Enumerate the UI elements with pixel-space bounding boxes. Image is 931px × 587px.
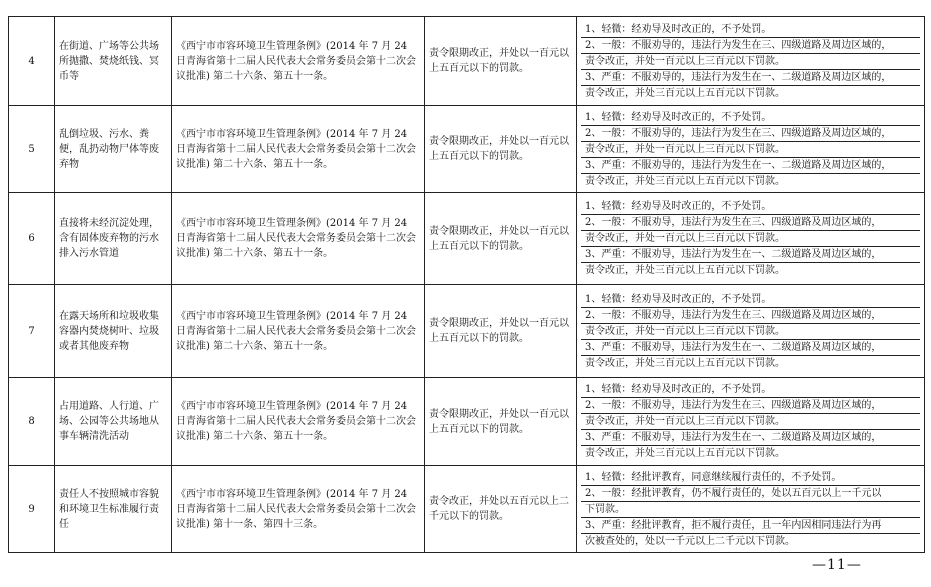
degree-line: 责令改正，并处一百元以上三百元以下罚款。 (581, 324, 920, 340)
penalty-range: 责令限期改正，并处以一百元以上五百元以下的罚款。 (425, 106, 577, 193)
degree-line: 3、严重：不服劝导，违法行为发生在一、二级道路及周边区域的， (581, 247, 920, 263)
degree-line: 1、轻微：经劝导及时改正的，不予处罚。 (581, 199, 920, 215)
penalty-range: 责令限期改正，并处以一百元以上五百元以下的罚款。 (425, 285, 577, 378)
table-row (9, 106, 925, 193)
degree-line: 2、一般：不服劝导的，违法行为发生在三、四级道路及周边区域的， (581, 126, 920, 142)
discretion-degrees (577, 466, 925, 553)
row-number: 4 (9, 17, 55, 106)
legal-basis: 《西宁市市容环境卫生管理条例》(2014 年 7 月 24 日青海省第十二届人民代表大会常务委员会第十二次会议批准) 第二十六条、第五十一条。 (172, 106, 425, 193)
table-row (9, 378, 925, 466)
violation-act: 在露天场所和垃圾收集容器内焚烧树叶、垃圾或者其他废弃物 (55, 285, 172, 378)
row-number: 8 (9, 378, 55, 466)
degree-line: 1、轻微：经批评教育，同意继续履行责任的，不予处罚。 (581, 470, 920, 486)
degree-line: 下罚款。 (581, 502, 920, 518)
discretion-degrees (577, 17, 925, 106)
degree-line: 2、一般：不服劝导，违法行为发生在三、四级道路及周边区域的， (581, 398, 920, 414)
degree-line: 责令改正，并处一百元以上三百元以下罚款。 (581, 414, 920, 430)
discretion-degrees (577, 193, 925, 285)
degree-line: 1、轻微：经劝导及时改正的，不予处罚。 (581, 22, 920, 38)
degree-line: 3、严重：不服劝导，违法行为发生在一、二级道路及周边区域的， (581, 430, 920, 446)
degree-line: 3、严重：不服劝导的，违法行为发生在一、二级道路及周边区域的， (581, 158, 920, 174)
degree-line: 2、一般：经批评教育，仍不履行责任的，处以五百元以上一千元以 (581, 486, 920, 502)
degree-line: 3、严重：不服劝导的，违法行为发生在一、二级道路及周边区域的， (581, 70, 920, 86)
row-number: 7 (9, 285, 55, 378)
degree-line: 3、严重：不服劝导，违法行为发生在一、二级道路及周边区域的， (581, 340, 920, 356)
degree-line: 次被查处的，处以一千元以上二千元以下罚款。 (585, 535, 795, 547)
row-number: 9 (9, 466, 55, 553)
degree-line: 责令改正，并处一百元以上三百元以下罚款。 (581, 54, 920, 70)
degree-line: 2、一般：不服劝导，违法行为发生在三、四级道路及周边区域的， (581, 308, 920, 324)
penalty-range: 责令限期改正，并处以一百元以上五百元以下的罚款。 (425, 193, 577, 285)
degree-line: 1、轻微：经劝导及时改正的，不予处罚。 (581, 382, 920, 398)
degree-line: 责令改正，并处三百元以上五百元以下罚款。 (585, 87, 785, 99)
degree-line: 责令改正，并处三百元以上五百元以下罚款。 (585, 357, 785, 369)
penalty-range: 责令限期改正，并处以一百元以上五百元以下的罚款。 (425, 17, 577, 106)
degree-line: 3、严重：经批评教育，拒不履行责任，且一年内因相同违法行为再 (581, 518, 920, 534)
violation-act: 乱倒垃圾、污水、粪便，乱扔动物尸体等废弃物 (55, 106, 172, 193)
table-row (9, 17, 925, 106)
table-row (9, 193, 925, 285)
degree-line: 1、轻微：经劝导及时改正的，不予处罚。 (581, 110, 920, 126)
penalty-range: 责令改正，并处以五百元以上二千元以下的罚款。 (425, 466, 577, 553)
degree-line: 责令改正，并处三百元以上五百元以下罚款。 (585, 175, 785, 187)
penalty-range: 责令限期改正，并处以一百元以上五百元以下的罚款。 (425, 378, 577, 466)
degree-line: 2、一般：不服劝导的，违法行为发生在三、四级道路及周边区域的， (581, 38, 920, 54)
violation-act: 在街道、广场等公共场所抛撒、焚烧纸钱、冥币等 (55, 17, 172, 106)
legal-basis: 《西宁市市容环境卫生管理条例》(2014 年 7 月 24 日青海省第十二届人民代表大会常务委员会第十二次会议批准) 第二十六条、第五十一条。 (172, 17, 425, 106)
violation-act: 责任人不按照城市容貌和环境卫生标准履行责任 (55, 466, 172, 553)
degree-line: 责令改正，并处一百元以上三百元以下罚款。 (581, 142, 920, 158)
page-number: —11— (812, 557, 862, 573)
row-number: 6 (9, 193, 55, 285)
discretion-degrees (577, 378, 925, 466)
violation-act: 占用道路、人行道、广场、公园等公共场地从事车辆清洗活动 (55, 378, 172, 466)
degree-line: 责令改正，并处三百元以上五百元以下罚款。 (585, 265, 785, 276)
legal-basis: 《西宁市市容环境卫生管理条例》(2014 年 7 月 24 日青海省第十二届人民代表大会常务委员会第十二次会议批准) 第二十六条、第五十一条。 (172, 193, 425, 285)
degree-line: 责令改正，并处一百元以上三百元以下罚款。 (581, 231, 920, 247)
discretion-degrees (577, 285, 925, 378)
legal-basis: 《西宁市市容环境卫生管理条例》(2014 年 7 月 24 日青海省第十二届人民代表大会常务委员会第十二次会议批准) 第二十六条、第五十一条。 (172, 285, 425, 378)
degree-line: 2、一般：不服劝导，违法行为发生在三、四级道路及周边区域的， (581, 215, 920, 231)
degree-line: 责令改正，并处三百元以上五百元以下罚款。 (585, 448, 785, 459)
penalty-standards-table (8, 16, 925, 553)
discretion-degrees (577, 106, 925, 193)
legal-basis: 《西宁市市容环境卫生管理条例》(2014 年 7 月 24 日青海省第十二届人民代表大会常务委员会第十二次会议批准) 第十一条、第四十三条。 (172, 466, 425, 553)
violation-act: 直接将未经沉淀处理，含有固体废弃物的污水排入污水管道 (55, 193, 172, 285)
table-row (9, 466, 925, 553)
table-row (9, 285, 925, 378)
table-body (9, 17, 925, 553)
row-number: 5 (9, 106, 55, 193)
degree-line: 1、轻微：经劝导及时改正的，不予处罚。 (581, 292, 920, 308)
legal-basis: 《西宁市市容环境卫生管理条例》(2014 年 7 月 24 日青海省第十二届人民代表大会常务委员会第十二次会议批准) 第二十六条、第五十一条。 (172, 378, 425, 466)
